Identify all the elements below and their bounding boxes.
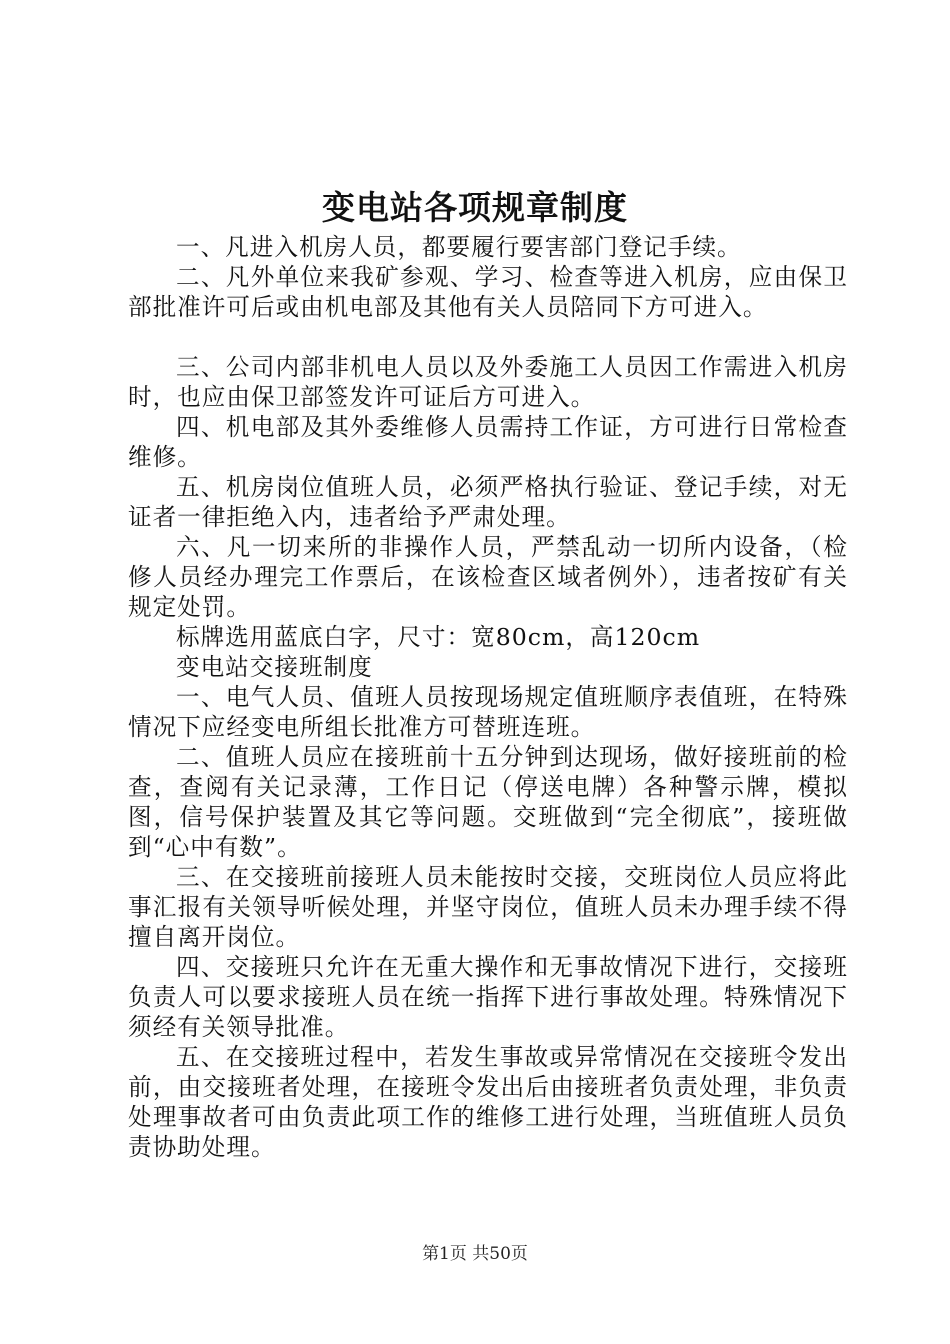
section-heading: 变电站交接班制度 bbox=[176, 653, 373, 681]
paragraph: 五、在交接班过程中，若发生事故或异常情况在交接班令发出前，由交接班者处理，在接班令发出后由接班者负责处理，非负责处理事故者可由负责此项工作的维修工进行处理，当班值班人员负责协助处理。 bbox=[128, 1043, 848, 1161]
blank-line bbox=[128, 322, 848, 352]
paragraph: 标牌选用蓝底白字，尺寸：宽80cm，高120cm bbox=[176, 623, 701, 651]
page-title: 变电站各项规章制度 bbox=[322, 188, 628, 227]
paragraph: 四、交接班只允许在无重大操作和无事故情况下进行，交接班负责人可以要求接班人员在统一指挥下进行事故处理。特殊情况下须经有关领导批准。 bbox=[128, 953, 848, 1041]
paragraph: 六、凡一切来所的非操作人员，严禁乱动一切所内设备，（检修人员经办理完工作票后，在该检查区域者例外），违者按矿有关规定处罚。 bbox=[128, 533, 848, 621]
page-number: 第1页 共50页 bbox=[422, 1244, 528, 1264]
paragraph: 一、凡进入机房人员，都要履行要害部门登记手续。 bbox=[176, 233, 742, 261]
paragraph: 三、公司内部非机电人员以及外委施工人员因工作需进入机房时，也应由保卫部签发许可证后方可进入。 bbox=[128, 353, 848, 411]
paragraph: 二、凡外单位来我矿参观、学习、检查等进入机房，应由保卫部批准许可后或由机电部及其他有关人员陪同下方可进入。 bbox=[128, 263, 848, 321]
document-body bbox=[128, 232, 848, 1162]
paragraph: 一、电气人员、值班人员按现场规定值班顺序表值班，在特殊情况下应经变电所组长批准方可替班连班。 bbox=[128, 683, 848, 741]
paragraph: 五、机房岗位值班人员，必须严格执行验证、登记手续，对无证者一律拒绝入内，违者给予严肃处理。 bbox=[128, 473, 848, 531]
paragraph: 四、机电部及其外委维修人员需持工作证，方可进行日常检查维修。 bbox=[128, 413, 848, 471]
paragraph: 二、值班人员应在接班前十五分钟到达现场，做好接班前的检查，查阅有关记录薄，工作日记（停送电牌）各种警示牌，模拟图，信号保护装置及其它等问题。交班做到“完全彻底”，接班做到“心中有数”。 bbox=[128, 743, 848, 861]
paragraph: 三、在交接班前接班人员未能按时交接，交班岗位人员应将此事汇报有关领导听候处理，并坚守岗位，值班人员未办理手续不得擅自离开岗位。 bbox=[128, 863, 848, 951]
